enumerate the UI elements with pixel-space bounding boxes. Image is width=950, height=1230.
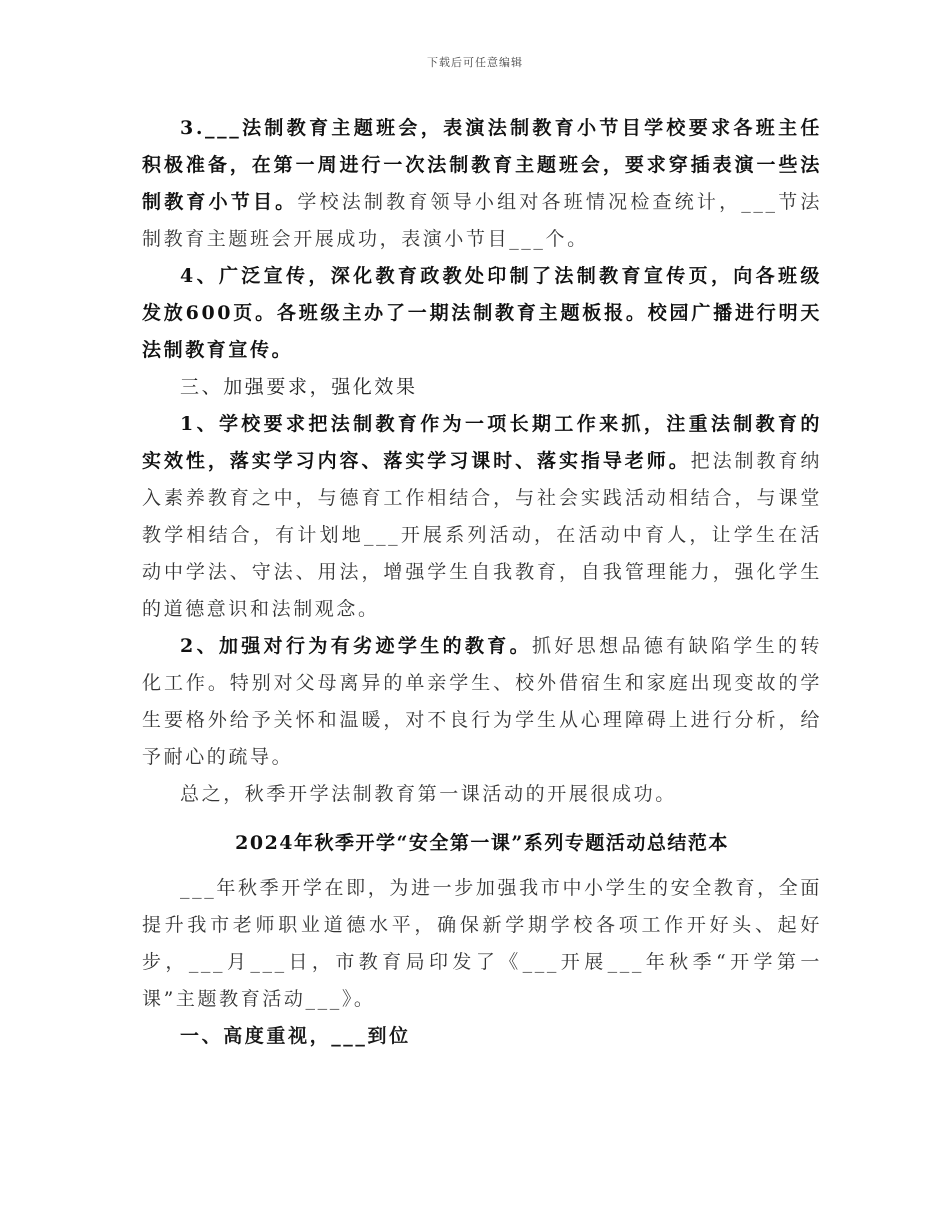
page-header: 下载后可任意编辑 (427, 56, 523, 69)
paragraph-theme-class-meeting (142, 110, 822, 258)
document-title: 2024年秋季开学“安全第一课”系列专题活动总结范本 (235, 832, 729, 854)
document-body (142, 110, 822, 1055)
paragraph-bold-text: 3.___法制教育主题班会，表演法制教育小节目学校要求各班主任积极准备，在第一周进行一次法制教育主题班会，要求穿插表演一些法制教育小节目。 (142, 117, 822, 213)
section-heading-strengthen: 三、加强要求，强化效果 (180, 376, 418, 398)
paragraph-normal-text: 学校法制教育领导小组对各班情况检查统计，___节法制教育主题班会开展成功，表演小节目___个。 (142, 191, 822, 250)
paragraph-long-term-work (142, 406, 822, 628)
paragraph-bold-text: 1、学校要求把法制教育作为一项长期工作来抓，注重法制教育的实效性，落实学习内容、落实学习课时、落实指导老师。 (142, 413, 822, 472)
paragraph-normal-text: 抓好思想品德有缺陷学生的转化工作。特别对父母离异的单亲学生、校外借宿生和家庭出现变故的学生要格外给予关怀和温暖，对不良行为学生从心理障碍上进行分析，给予耐心的疏导。 (142, 635, 822, 768)
paragraph-publicity: 4、广泛宣传，深化教育政教处印制了法制教育宣传页，向各班级发放600页。各班级主办了一期法制教育主题板报。校园广播进行明天法制教育宣传。 (142, 265, 822, 361)
paragraph-intro: ___年秋季开学在即，为进一步加强我市中小学生的安全教育，全面提升我市老师职业道德水平，确保新学期学校各项工作开好头、起好步，___月___日，市教育局印发了《___开展___年秋季“开学第一课”主题教育活动___》。 (142, 877, 822, 1010)
paragraph-bold-text: 2、加强对行为有劣迹学生的教育。 (180, 635, 533, 657)
paragraph-normal-text: 把法制教育纳入素养教育之中，与德育工作相结合，与社会实践活动相结合，与课堂教学相结合，有计划地___开展系列活动，在活动中育人，让学生在活动中学法、守法、用法，增强学生自我教育，自我管理能力，强化学生的道德意识和法制观念。 (142, 450, 822, 620)
section-heading-attention: 一、高度重视，___到位 (180, 1025, 411, 1047)
paragraph-conclusion: 总之，秋季开学法制教育第一课活动的开展很成功。 (180, 783, 677, 805)
paragraph-problem-students (142, 628, 822, 776)
